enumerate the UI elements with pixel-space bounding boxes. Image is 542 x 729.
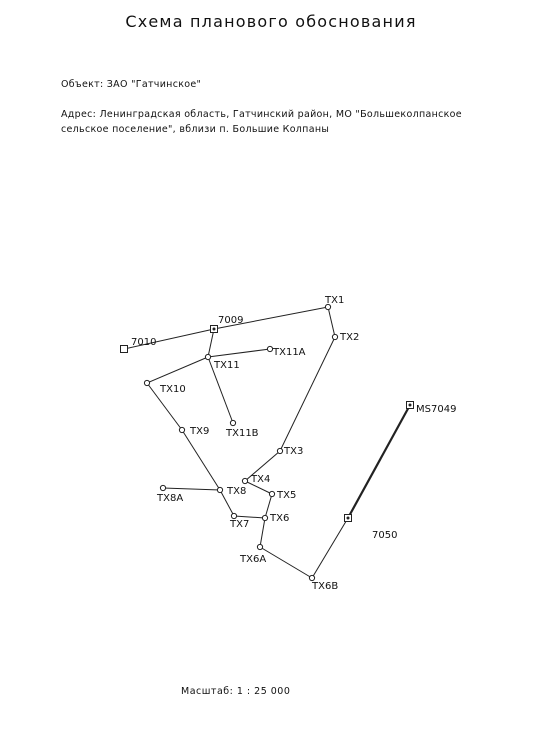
tx4-marker xyxy=(242,478,247,483)
line-tx6-tx6a xyxy=(260,518,265,547)
tx11b-marker xyxy=(230,420,235,425)
tx8-label: TX8 xyxy=(227,486,247,497)
line-tx8-tx8a xyxy=(163,488,220,490)
tx7-marker xyxy=(231,513,236,518)
tx9-marker xyxy=(179,427,184,432)
station-labels xyxy=(131,295,456,592)
line-tx6a-tx6b xyxy=(260,547,312,578)
tx5-label: TX5 xyxy=(277,490,297,501)
tx8a-label: TX8A xyxy=(157,493,184,504)
benchmark-7009-dot xyxy=(213,328,215,330)
tx8-marker xyxy=(217,487,222,492)
address-line-1: Адрес: Ленинградская область, Гатчинский район, МО "Большеколпанское xyxy=(61,109,462,120)
line-tx8-tx9 xyxy=(182,430,220,490)
benchmark-7050-dot xyxy=(347,517,349,519)
tx8a-marker xyxy=(160,485,165,490)
tx10-label: TX10 xyxy=(160,384,186,395)
station-markers xyxy=(121,304,414,580)
benchmark-7009-label: 7009 xyxy=(218,315,244,326)
tx10-marker xyxy=(144,380,149,385)
line-tx11-tx11a xyxy=(208,349,270,357)
tx11-label: TX11 xyxy=(214,360,240,371)
tx5-marker xyxy=(269,491,274,496)
tx2-label: TX2 xyxy=(340,332,360,343)
line-7050-ms7049 xyxy=(348,405,410,518)
tx6b-label: TX6B xyxy=(312,581,339,592)
benchmark-7010-label: 7010 xyxy=(131,337,157,348)
address-line-2: сельское поселение", вблизи п. Большие Колпаны xyxy=(61,124,330,135)
tx3-label: TX3 xyxy=(284,446,304,457)
tx11a-marker xyxy=(267,346,272,351)
tx9-label: TX9 xyxy=(190,426,210,437)
tx4-label: TX4 xyxy=(251,474,271,485)
line-tx6-tx7 xyxy=(234,516,265,518)
tx6a-label: TX6A xyxy=(240,554,267,565)
tx6-marker xyxy=(262,515,267,520)
tx11b-label: TX11B xyxy=(226,428,259,439)
tx1-label: TX1 xyxy=(325,295,345,306)
benchmark-7010-marker xyxy=(121,346,128,353)
tx3-marker xyxy=(277,448,282,453)
line-tx10-tx11 xyxy=(147,357,208,383)
benchmark-ms7049-dot xyxy=(409,404,411,406)
line-tx1-tx2 xyxy=(328,307,335,337)
line-tx11-7009 xyxy=(208,329,214,357)
tx11a-label: TX11A xyxy=(273,347,306,358)
scale-label: Масштаб: 1 : 25 000 xyxy=(181,686,291,697)
tx7-label: TX7 xyxy=(230,519,250,530)
tx6-label: TX6 xyxy=(270,513,290,524)
benchmark-7050-label: 7050 xyxy=(372,530,398,541)
tx11-marker xyxy=(205,354,210,359)
object-line: Объект: ЗАО "Гатчинское" xyxy=(61,79,202,90)
benchmark-ms7049-label: MS7049 xyxy=(416,404,457,415)
tx6b-marker xyxy=(309,575,314,580)
connection-lines xyxy=(124,307,410,578)
tx2-marker xyxy=(332,334,337,339)
page-title: Схема планового обоснования xyxy=(125,12,417,31)
tx6a-marker xyxy=(257,544,262,549)
line-tx6b-7050 xyxy=(312,518,348,578)
